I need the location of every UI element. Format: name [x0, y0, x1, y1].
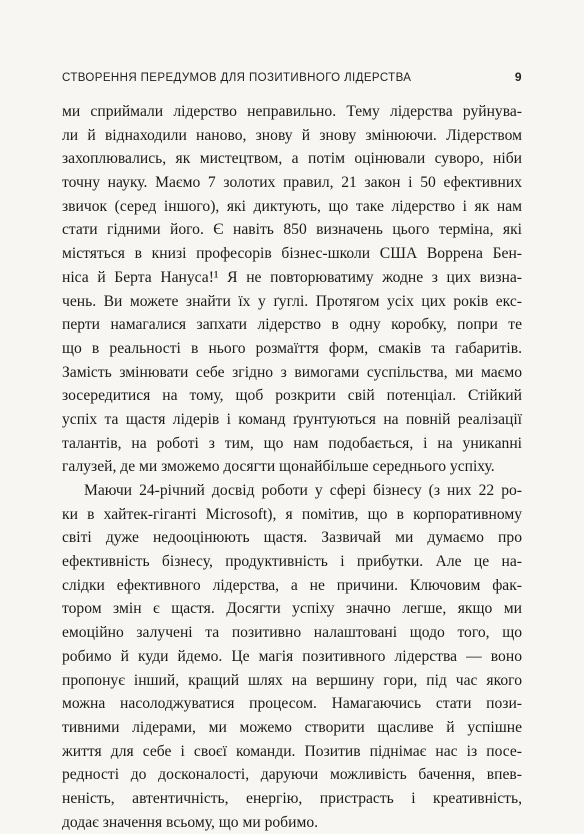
- text-line: перти намагалися запхати лідерство в одну коробку, попри те: [62, 316, 522, 334]
- running-title: СТВОРЕННЯ ПЕРЕДУМОВ ДЛЯ ПОЗИТИВНОГО ЛІДЕРСТВА: [62, 72, 412, 84]
- text-line: ми сприймали лідерство неправильно. Тему лідерства руйнува-: [62, 103, 522, 120]
- text-line: пропонує інший, кращий шлях на вершину гори, під час якого: [62, 671, 522, 689]
- text-line: неність, автентичність, енергію, пристрасть і креативність,: [62, 789, 522, 807]
- text-line: світі дуже недооцінюють щастя. Зазвичай ми думаємо про: [62, 529, 522, 547]
- text-line: можна насолоджуватися процесом. Намагаючись стати пози-: [62, 695, 522, 713]
- text-line: зосередитися на тому, щоб розкрити свій потенціал. Стійкий: [62, 387, 522, 405]
- text-line: емоційно залучені та позитивно налаштовані щодо того, що: [62, 624, 522, 642]
- text-line: Маючи 24-річний досвід роботи у сфері бізнесу (з них 22 ро-: [84, 482, 522, 499]
- text-line: галузей, де ми зможемо досягти щонайбільше середнього успіху.: [62, 458, 495, 476]
- text-line: слідки ефективного лідерства, а не причини. Ключовим фак-: [62, 576, 522, 594]
- text-line: ки в хайтек-гіганті Microsoft), я помітив, що в корпоративному: [62, 505, 522, 523]
- text-line: успіх та щастя лідерів і команд ґрунтуються на повній реалізації: [62, 410, 522, 428]
- text-line: Замість змінювати себе згідно з вимогами суспільства, ми маємо: [62, 363, 522, 381]
- text-line: містяться в книзі професорів бізнес-школи США Воррена Бен-: [62, 245, 522, 263]
- text-line: тором змін є щастя. Досягти успіху значно легше, якщо ми: [62, 600, 522, 618]
- text-line: робимо й куди йдемо. Це магія позитивного лідерства — воно: [62, 647, 522, 665]
- text-line: захоплювались, як мистецтвом, а потім оцінювали суворо, ніби: [62, 150, 522, 168]
- text-line: додає значення всьому, що ми робимо.: [62, 813, 319, 831]
- text-line: стати гідними його. Є навіть 850 визначень цього терміна, які: [62, 221, 522, 239]
- text-line: ніса й Берта Нануса!¹ Я не повторюватиму жодне з цих визна-: [62, 268, 522, 286]
- text-line: редності до досконалості, даруючи можливість бачення, впев-: [62, 766, 522, 784]
- text-line: чень. Ви можете знайти їх у ґуглі. Протягом усіх цих років екс-: [62, 292, 522, 310]
- text-line: життя для себе і своєї команди. Позитив піднімає нас із посе-: [62, 742, 522, 760]
- body-text: [62, 100, 522, 834]
- text-line: ли й віднаходили наново, знову й знову змінюючи. Лідерством: [62, 126, 522, 144]
- text-line: що в реальності в нього розмаїття форм, смаків та габаритів.: [62, 339, 522, 357]
- page-number: 9: [514, 70, 522, 84]
- text-line: ефективність бізнесу, продуктивність і прибутки. Але це на-: [62, 553, 522, 571]
- running-header: [62, 70, 522, 84]
- text-line: тивними лідерами, ми можемо створити щасливе й успішне: [62, 718, 522, 736]
- text-line: точну науку. Маємо 7 золотих правил, 21 закон і 50 ефективних: [62, 174, 522, 192]
- text-line: звичок (серед іншого), які диктують, що таке лідерство і як нам: [62, 197, 522, 215]
- text-line: талантів, на роботі з тим, що нам подобається, і на уникanні: [62, 434, 522, 452]
